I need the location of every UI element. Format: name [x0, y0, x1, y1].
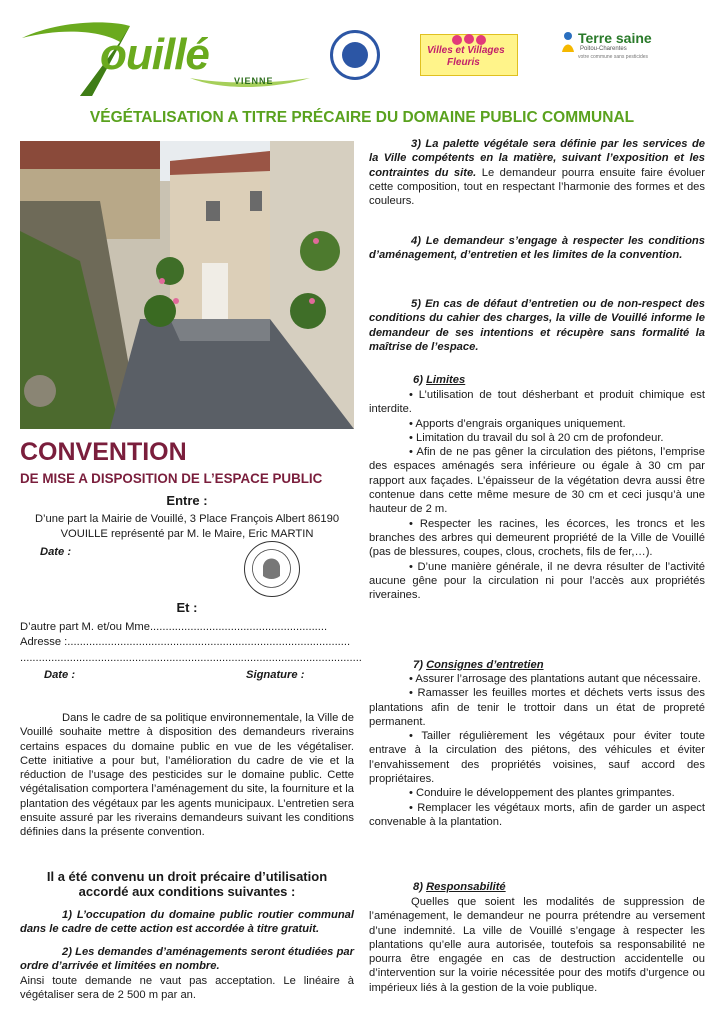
party1-line1: D’une part la Mairie de Vouillé, 3 Place François Albert 86190 [34, 513, 340, 525]
section-8-text: Quelles que soient les modalités de suppression de l’aménagement, le demandeur ne pourra prétendre au versement d’une indemnité. La ville de Vouillé s’engage à respecter les plantations qu’elle aura autorisée, toutefois sa responsabilité ne pourra être engagée en cas de destruction accidentelle ou d’intervention sur la voirie nécessitée pour des motifs d’urgence ou impérieux liés à la gestion de la voie publique. [369, 896, 705, 994]
adresse-line: Adresse :........................................................................................... [20, 636, 351, 648]
logo-region: VIENNE [234, 76, 274, 86]
seal-icon [342, 42, 368, 68]
list-item: • Tailler régulièrement les végétaux pour éviter toute entrave à la circulation des piétons, des véhicules et éviter l’envahissement des propriétés voisines, sauf accord des propriétaires. [369, 730, 705, 786]
page-title: VÉGÉTALISATION A TITRE PRÉCAIRE DU DOMAINE PUBLIC COMMUNAL [89, 109, 635, 126]
stamp-emblem-icon [245, 542, 298, 595]
section-8-title: Responsabilité [426, 881, 506, 893]
vouille-logo [20, 18, 320, 98]
list-item: • Conduire le développement des plantes grimpantes. [409, 787, 675, 800]
blue-seal-badge [330, 30, 380, 80]
list-item: • Apports d’engrais organiques uniquement. [409, 417, 626, 430]
date-label: Date : [40, 546, 72, 558]
terre-line1: Terre saine [578, 30, 652, 46]
clause-2-text: Ainsi toute demande ne vaut pas acceptation. Le linéaire à végétaliser sera de 2 500 m par an. [20, 975, 354, 1002]
villes-line2: Fleuris [447, 57, 480, 68]
section-6-list [369, 388, 705, 602]
list-item: • L’utilisation de tout désherbant et produit chimique est interdite. [369, 389, 705, 416]
street-photo [20, 141, 354, 429]
convention-subtitle: DE MISE A DISPOSITION DE L’ESPACE PUBLIC [20, 471, 323, 486]
signature-label: Signature : [246, 669, 305, 681]
clause-3-bold: 3) La palette végétale sera définie par les services de la Ville compétents en la matière, suivant l’exposition et les contraintes du site. [369, 138, 705, 179]
list-item: • Remplacer les végétaux morts, afin de garder un aspect convenable à la plantation. [369, 801, 705, 828]
clause-2: 2) Les demandes d’aménagements seront étudiées par ordre d’arrivée et limitées en nombre. [20, 946, 354, 973]
terre-line3: votre commune sans pesticides [578, 54, 649, 60]
date2-label: Date : [44, 669, 76, 681]
clause-3 [369, 137, 705, 208]
agreed-line1: Il a été convenu un droit précaire d’utilisation [46, 869, 328, 884]
section-6-title: Limites [426, 374, 466, 386]
terre-saine-badge [560, 28, 680, 68]
clause-5: 5) En cas de défaut d’entretien ou de non-respect des conditions du cahier des charges, la ville de Vouillé informe le demandeur de ses intentions et récupère sans formalité la maîtrise de l’espace. [369, 298, 705, 353]
agreed-line2: accordé aux conditions suivantes : [78, 884, 296, 899]
blank-line: .............................................................................................................. [20, 652, 362, 664]
clause-1: 1) L’occupation du domaine public routier communal dans le cadre de cette action est accordée à titre gratuit. [20, 909, 354, 936]
convention-title: CONVENTION [20, 438, 187, 466]
list-item: • Assurer l’arrosage des plantations autant que nécessaire. [409, 673, 701, 685]
list-item: • Limitation du travail du sol à 20 cm de profondeur. [409, 431, 664, 444]
entre-label: Entre : [166, 493, 208, 508]
section-7-heading: 7) Consignes d’entretien [413, 659, 544, 671]
list-item: • Afin de ne pas gêner la circulation des piétons, l’emprise des espaces aménagés sera inférieure ou égale à 30 cm par rapport aux façades. L’épaisseur de la végétation devra aussi être contenue dans cette même mesure de 30 cm et ceci jusqu’à une hauteur de 2 m. [369, 446, 705, 516]
mairie-stamp [244, 541, 300, 597]
villes-villages-fleuris-badge [420, 34, 518, 76]
terre-line2: Poitou-Charentes [580, 46, 627, 52]
section-7-title: Consignes d’entretien [426, 659, 544, 671]
list-item: • D’une manière générale, il ne devra résulter de l’activité aucune gêne pour la circulation ni pour l’accès aux propriétés riveraines. [369, 560, 705, 602]
villes-line1: Villes et Villages [427, 45, 505, 56]
party1-line2: VOUILLE représenté par M. le Maire, Eric MARTIN [60, 528, 314, 540]
clause-3-text: Le demandeur pourra ensuite faire évoluer cette composition, tout en respectant l’harmonie des formes et des couleurs. [369, 166, 706, 208]
section-8-heading: 8) Responsabilité [413, 881, 506, 893]
logo-text: ouillé [100, 30, 209, 79]
clause-4: 4) Le demandeur s’engage à respecter les conditions d’aménagement, d’entretien et les limites de la convention. [369, 235, 705, 262]
section-7-list [369, 672, 705, 829]
list-item: • Ramasser les feuilles mortes et déchets verts issus des plantations afin de tenir le trottoir dans un état de propreté permanent. [369, 687, 705, 728]
party2-line: D’autre part M. et/ou Mme......................................................... [20, 621, 328, 633]
section-6-heading: 6) Limites [413, 374, 466, 386]
intro-paragraph: Dans le cadre de sa politique environnementale, la Ville de Vouillé souhaite mettre à disposition des demandeurs riverains certains espaces du domaine public en vue de les végétaliser. Cette initiative a pour but, l’amélioration du cadre de vie et la réduction de l’usage des pesticides sur le domaine public. Cette végétalisation comportera l’aménagement du site, la fourniture et la plantation des végétaux par les agents municipaux. L’entretien sera ensuite assuré par les riverains demandeurs suivant les conditions définies dans la présente convention. [20, 712, 354, 839]
et-label: Et : [176, 600, 198, 615]
list-item: • Respecter les racines, les écorces, les troncs et les branches des arbres qui demeurent propriété de la Ville de Vouillé (pas de blessures, coupes, clous, crochets, fils de fer,…). [369, 517, 705, 559]
agreed-heading [20, 869, 354, 899]
ladybug-icon [560, 30, 576, 54]
